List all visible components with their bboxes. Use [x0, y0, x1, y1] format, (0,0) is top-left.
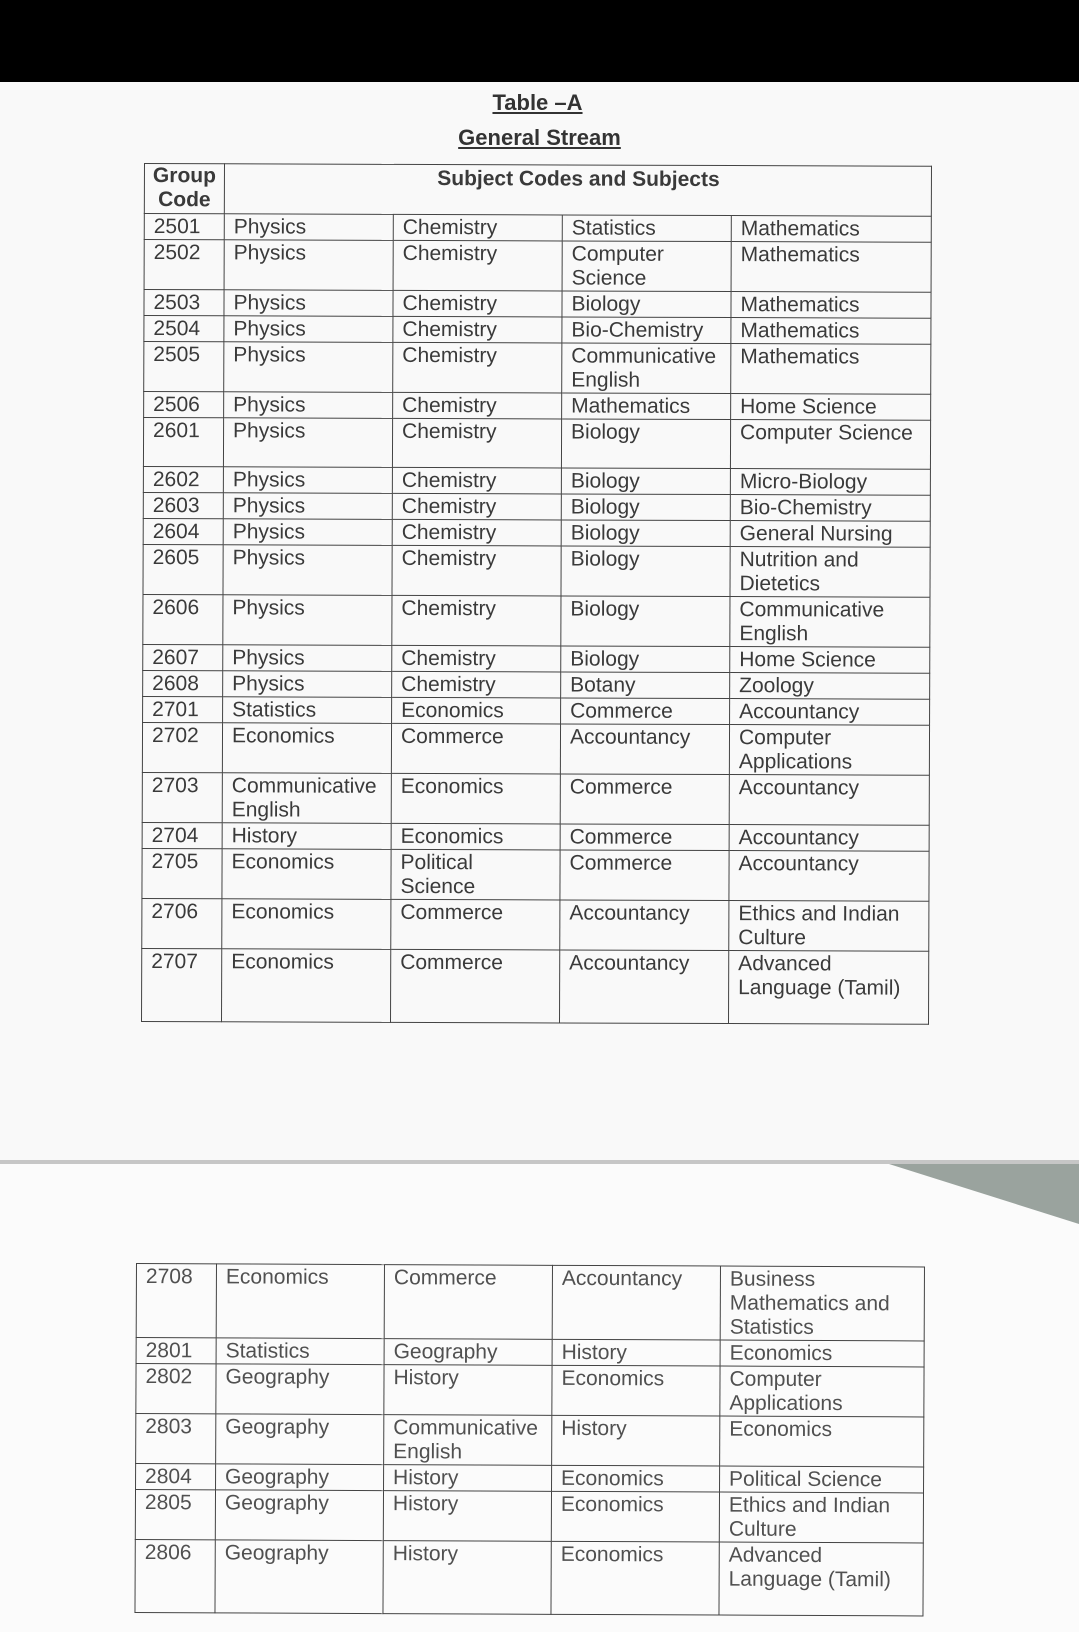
- subject-cell: Communicative English: [562, 343, 731, 394]
- subject-cell: History: [552, 1415, 720, 1466]
- subject-cell: History: [383, 1491, 551, 1542]
- subject-cell: Physics: [223, 645, 392, 672]
- group-code-cell: 2703: [142, 772, 222, 822]
- subject-cell: Economics: [392, 697, 561, 724]
- group-code-cell: 2605: [143, 544, 223, 594]
- subject-cell: Commerce: [391, 899, 560, 950]
- group-code-cell: 2707: [142, 948, 222, 1021]
- subject-cell: Commerce: [560, 850, 729, 901]
- subject-table-page-1: [141, 163, 932, 1025]
- subject-cell: Ethics and Indian Culture: [729, 901, 929, 952]
- subject-cell: Physics: [223, 418, 392, 468]
- subject-cell: Mathematics: [731, 242, 931, 293]
- group-code-cell: 2702: [142, 722, 222, 772]
- subject-cell: Physics: [223, 493, 392, 520]
- table-row: [144, 214, 931, 243]
- table-row: [136, 1264, 924, 1341]
- subject-cell: Chemistry: [393, 316, 562, 343]
- group-code-cell: 2601: [143, 418, 223, 467]
- scanner-black-band: [0, 0, 1079, 82]
- subject-cell: Micro-Biology: [730, 469, 930, 496]
- subject-cell: Political Science: [720, 1466, 924, 1493]
- subject-cell: Commerce: [561, 698, 730, 725]
- subject-cell: Chemistry: [392, 519, 561, 546]
- subject-cell: Communicative English: [730, 597, 930, 648]
- subject-cell: Accountancy: [560, 724, 729, 775]
- subject-cell: Mathematics: [562, 393, 731, 420]
- table-row: [136, 1464, 924, 1493]
- subject-cell: Economics: [551, 1541, 719, 1615]
- subjects-header: Subject Codes and Subjects: [224, 164, 931, 216]
- subject-cell: Chemistry: [393, 392, 562, 419]
- table-row: [142, 722, 929, 775]
- subject-cell: Commerce: [391, 949, 560, 1023]
- subject-cell: Chemistry: [393, 214, 562, 241]
- subject-cell: Chemistry: [392, 671, 561, 698]
- table-row: [136, 1364, 924, 1417]
- subject-cell: Biology: [561, 546, 730, 597]
- subject-cell: Advanced Language (Tamil): [719, 1542, 923, 1616]
- subject-cell: Geography: [216, 1364, 384, 1415]
- subject-cell: Nutrition and Dietetics: [730, 547, 930, 598]
- subject-cell: Accountancy: [729, 851, 929, 902]
- group-code-cell: 2801: [136, 1338, 216, 1364]
- group-code-cell: 2802: [136, 1364, 216, 1414]
- subject-cell: Physics: [224, 214, 393, 241]
- table-row: [136, 1414, 924, 1467]
- subject-cell: Biology: [561, 646, 730, 673]
- subject-cell: Commerce: [560, 774, 729, 825]
- group-code-cell: 2805: [135, 1490, 215, 1540]
- subject-cell: Chemistry: [392, 467, 561, 494]
- subject-cell: Economics: [222, 849, 391, 900]
- subject-cell: Statistics: [562, 215, 731, 242]
- group-code-cell: 2705: [142, 848, 222, 898]
- group-code-cell: 2501: [144, 214, 224, 240]
- subject-cell: Chemistry: [392, 418, 561, 468]
- subject-cell: Geography: [384, 1339, 552, 1366]
- subject-cell: Computer Applications: [720, 1366, 924, 1417]
- group-code-cell: 2607: [143, 644, 223, 670]
- subject-cell: Economics: [222, 899, 391, 950]
- subject-cell: Chemistry: [393, 342, 562, 393]
- subject-cell: Computer Science: [562, 241, 731, 292]
- subject-cell: Geography: [216, 1464, 384, 1491]
- subject-cell: Physics: [224, 290, 393, 317]
- subject-cell: Mathematics: [731, 216, 931, 243]
- subject-cell: Accountancy: [729, 775, 929, 826]
- subject-cell: Geography: [215, 1490, 383, 1541]
- subject-cell: Chemistry: [393, 290, 562, 317]
- subject-cell: Mathematics: [731, 292, 931, 319]
- subject-cell: History: [384, 1365, 552, 1416]
- table-row: [136, 1338, 924, 1367]
- subject-cell: Economics: [222, 723, 391, 774]
- table-row: [142, 848, 929, 901]
- subject-cell: Physics: [223, 545, 392, 596]
- subject-cell: Commerce: [560, 824, 729, 851]
- subject-cell: Chemistry: [392, 595, 561, 646]
- subject-cell: Accountancy: [560, 950, 729, 1024]
- subject-cell: Statistics: [216, 1338, 384, 1365]
- subject-cell: History: [222, 823, 391, 850]
- subject-cell: Zoology: [730, 673, 930, 700]
- subject-cell: Communicative English: [222, 773, 391, 824]
- stream-title: General Stream: [458, 125, 621, 150]
- group-code-cell: 2806: [135, 1539, 215, 1612]
- group-code-cell: 2602: [143, 466, 223, 492]
- subject-cell: Physics: [223, 595, 392, 646]
- subject-cell: Commerce: [391, 723, 560, 774]
- subject-cell: Economics: [222, 949, 391, 1023]
- subject-cell: Physics: [223, 671, 392, 698]
- table-header-row: [144, 164, 931, 217]
- subject-cell: Home Science: [730, 647, 930, 674]
- subject-cell: Economics: [391, 823, 560, 850]
- subject-cell: Advanced Language (Tamil): [728, 951, 928, 1025]
- subject-cell: Ethics and Indian Culture: [719, 1492, 923, 1543]
- subject-cell: Biology: [561, 419, 730, 469]
- table-row: [144, 316, 931, 345]
- group-code-cell: 2504: [144, 316, 224, 342]
- page-curl-shadow: [889, 1164, 1079, 1224]
- subject-cell: Chemistry: [392, 645, 561, 672]
- subject-cell: Economics: [216, 1264, 384, 1339]
- group-code-cell: 2505: [144, 342, 224, 392]
- group-code-header: Group Code: [144, 164, 224, 214]
- group-code-cell: 2502: [144, 240, 224, 290]
- subject-cell: Geography: [216, 1414, 384, 1465]
- subject-cell: Economics: [391, 773, 560, 824]
- subject-cell: Chemistry: [393, 240, 562, 291]
- subject-cell: History: [552, 1339, 720, 1366]
- group-code-cell: 2608: [143, 670, 223, 696]
- subject-cell: Economics: [552, 1365, 720, 1416]
- subject-cell: Physics: [224, 240, 393, 291]
- group-code-cell: 2706: [142, 898, 222, 948]
- subject-cell: Business Mathematics and Statistics: [720, 1266, 924, 1341]
- subject-cell: Accountancy: [729, 825, 929, 852]
- group-code-cell: 2704: [142, 822, 222, 848]
- group-code-cell: 2503: [144, 290, 224, 316]
- subject-cell: Economics: [551, 1491, 719, 1542]
- group-code-cell: 2604: [143, 518, 223, 544]
- subject-cell: Chemistry: [392, 493, 561, 520]
- table-row: [143, 696, 930, 725]
- subject-cell: Mathematics: [731, 344, 931, 395]
- subject-cell: Political Science: [391, 849, 560, 900]
- subject-cell: Statistics: [223, 697, 392, 724]
- subject-cell: Biology: [561, 596, 730, 647]
- subject-cell: Home Science: [731, 394, 931, 421]
- subject-cell: Bio-Chemistry: [562, 317, 731, 344]
- group-code-cell: 2603: [143, 492, 223, 518]
- subject-cell: Economics: [720, 1340, 924, 1367]
- subject-cell: Biology: [561, 468, 730, 495]
- table-row: [143, 594, 930, 647]
- table-row: [142, 822, 929, 851]
- subject-cell: Computer Science: [730, 420, 930, 470]
- table-row: [142, 898, 929, 951]
- group-code-cell: 2701: [143, 696, 223, 722]
- group-code-cell: 2804: [136, 1464, 216, 1490]
- subject-cell: Computer Applications: [729, 725, 929, 776]
- table-row: [143, 518, 930, 547]
- table-row: [144, 290, 931, 319]
- table-row: [143, 492, 930, 521]
- subject-cell: Communicative English: [384, 1415, 552, 1466]
- table-row: [143, 418, 930, 470]
- subject-cell: Economics: [720, 1416, 924, 1467]
- subject-cell: Physics: [224, 316, 393, 343]
- table-row: [144, 392, 931, 421]
- subject-cell: Accountancy: [552, 1265, 720, 1340]
- group-code-cell: 2803: [136, 1414, 216, 1464]
- subject-cell: General Nursing: [730, 521, 930, 548]
- subject-cell: Accountancy: [730, 699, 930, 726]
- subject-cell: Chemistry: [392, 545, 561, 596]
- group-code-cell: 2708: [136, 1264, 216, 1338]
- subject-table-page-2: [134, 1263, 925, 1616]
- table-row: [135, 1490, 923, 1543]
- group-code-cell: 2506: [144, 392, 224, 418]
- group-code-cell: 2606: [143, 594, 223, 644]
- table-row: [143, 644, 930, 673]
- subject-cell: Geography: [215, 1540, 383, 1614]
- subject-cell: History: [383, 1541, 551, 1615]
- table-row: [143, 466, 930, 495]
- subject-cell: Mathematics: [731, 318, 931, 345]
- subject-cell: Physics: [223, 467, 392, 494]
- subject-cell: History: [384, 1465, 552, 1492]
- table-row: [135, 1539, 923, 1615]
- subject-cell: Bio-Chemistry: [730, 495, 930, 522]
- subject-cell: Biology: [561, 520, 730, 547]
- subject-cell: Biology: [561, 494, 730, 521]
- table-title: Table –A: [492, 90, 583, 115]
- subject-cell: Physics: [223, 519, 392, 546]
- subject-cell: Biology: [562, 291, 731, 318]
- subject-cell: Physics: [224, 392, 393, 419]
- subject-cell: Botany: [561, 672, 730, 699]
- subject-cell: Economics: [552, 1465, 720, 1492]
- subject-cell: Accountancy: [560, 900, 729, 951]
- table-row: [144, 240, 931, 293]
- subject-cell: Commerce: [384, 1265, 552, 1340]
- table-row: [142, 948, 929, 1024]
- table-row: [142, 772, 929, 825]
- table-row: [144, 342, 931, 395]
- table-row: [143, 670, 930, 699]
- table-row: [143, 544, 930, 597]
- subject-cell: Physics: [224, 342, 393, 393]
